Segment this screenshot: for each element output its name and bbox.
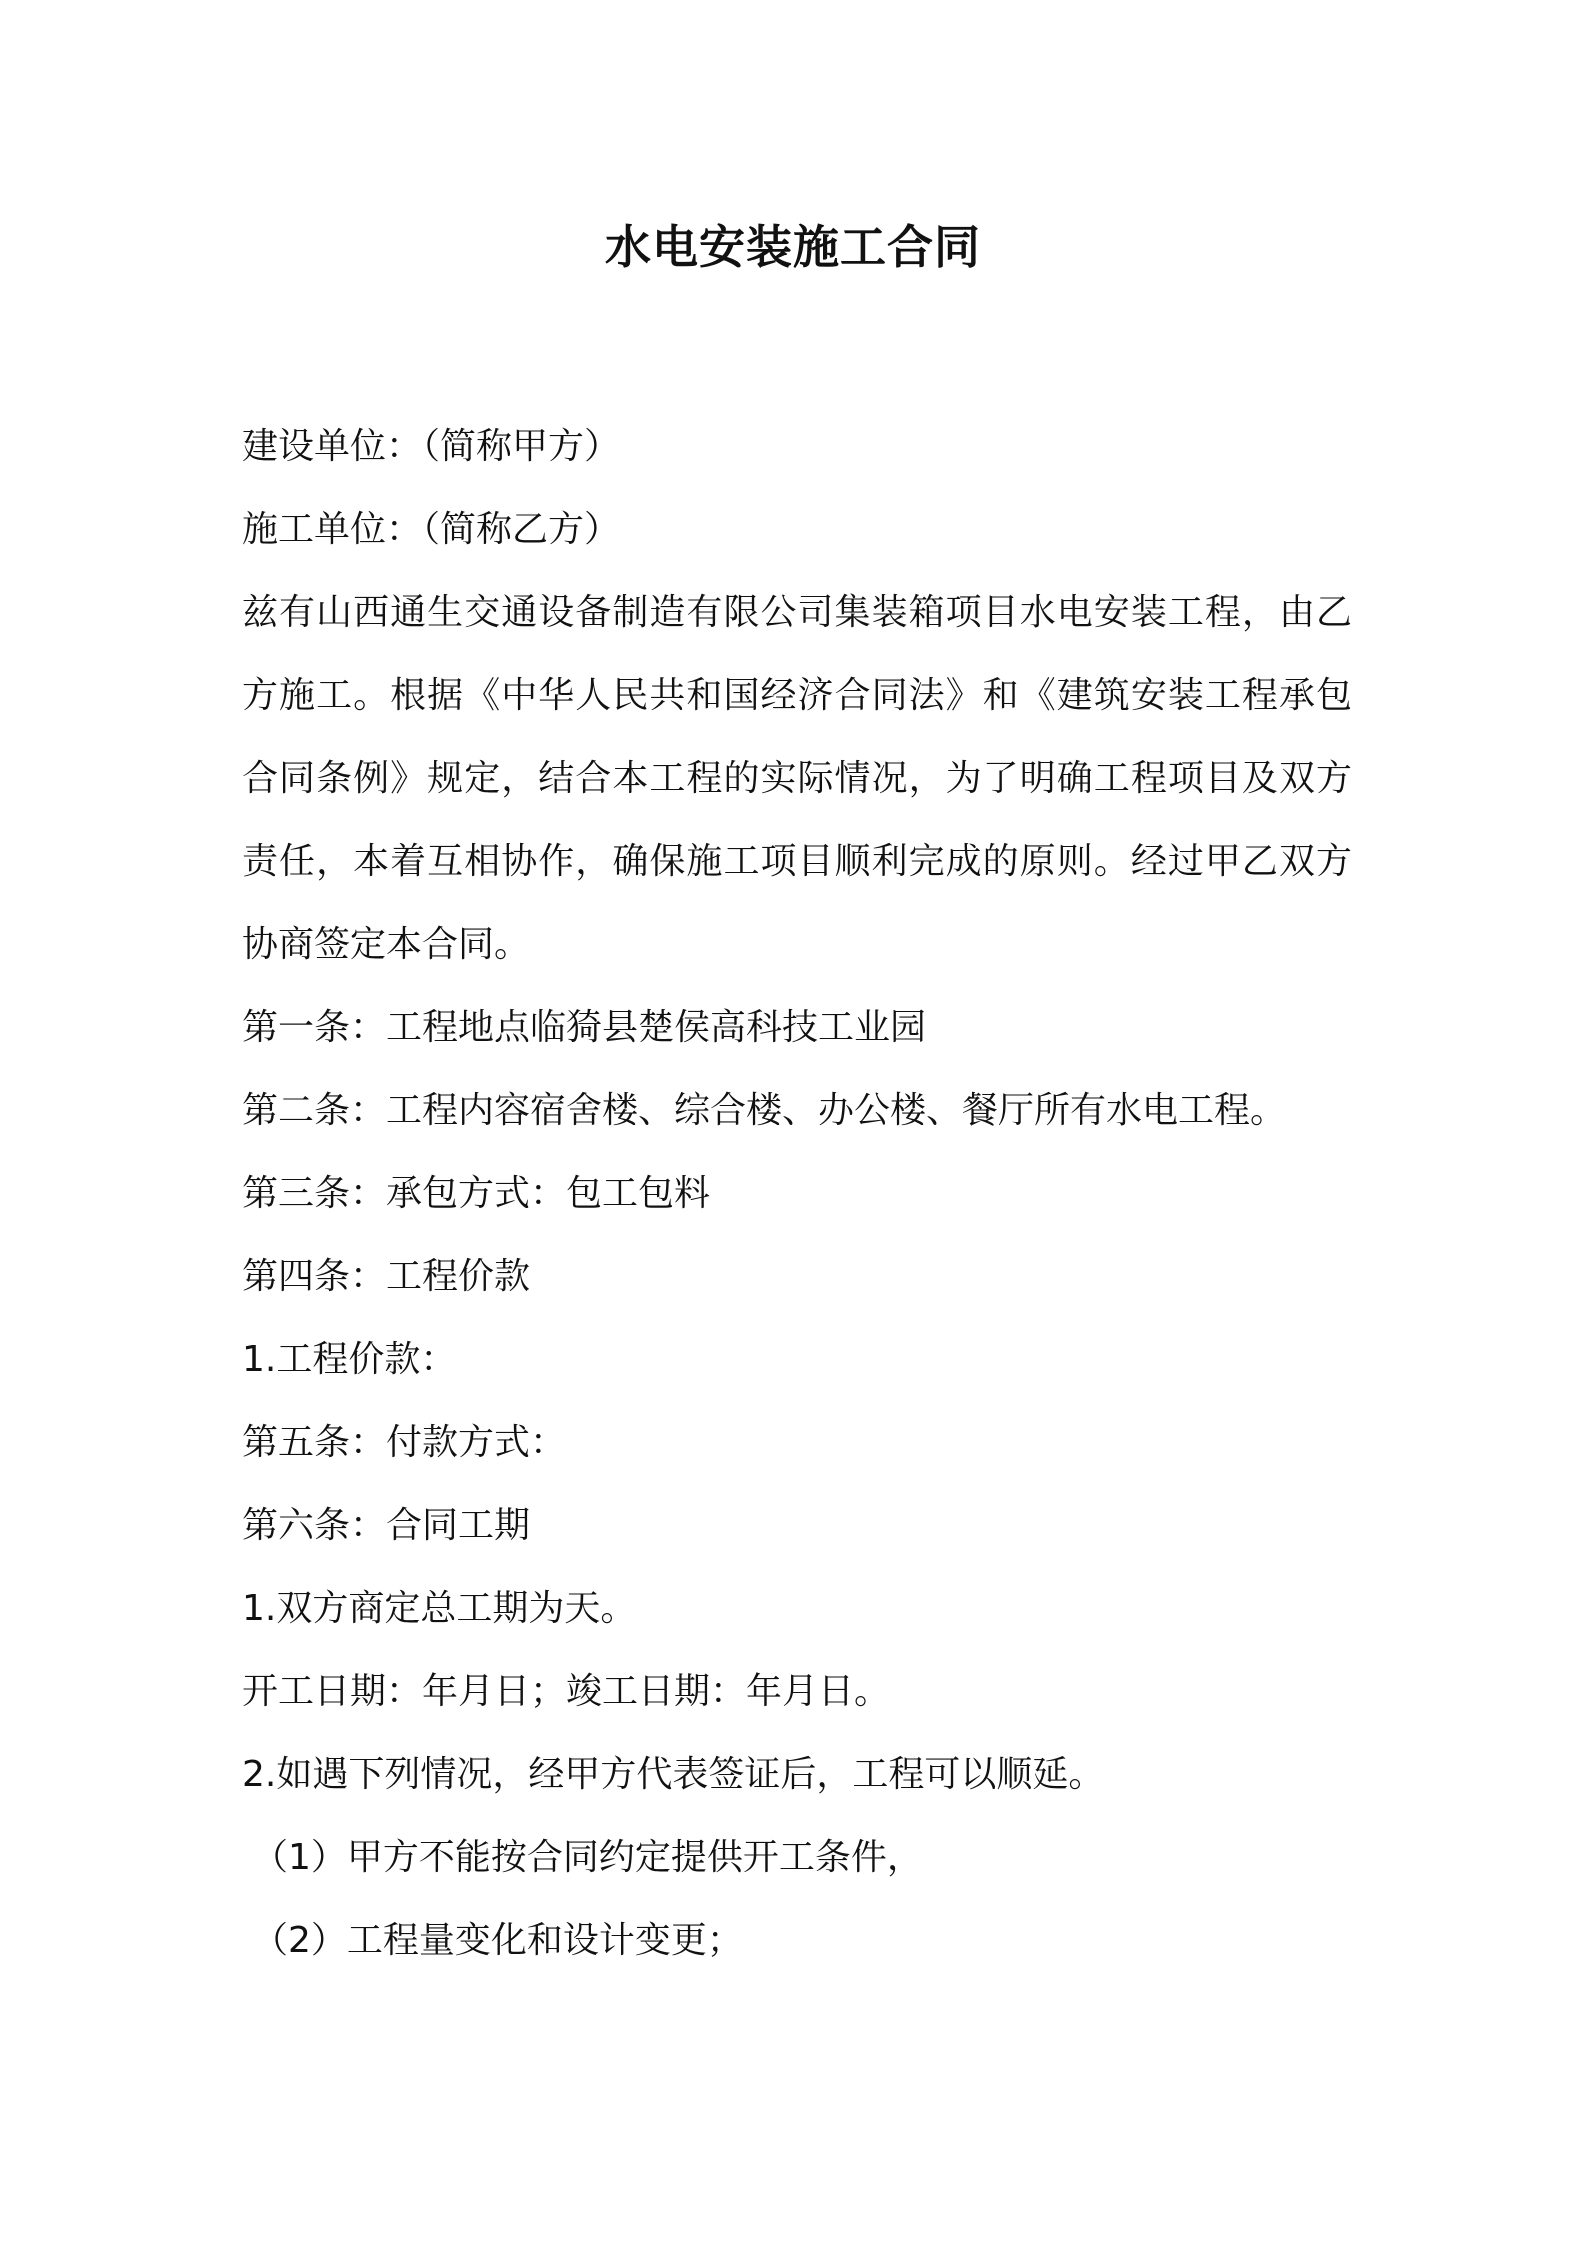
owner-line: 建设单位：（简称甲方） (242, 426, 621, 467)
article-2: 第二条：工程内容宿舍楼、综合楼、办公楼、餐厅所有水电工程。 (242, 1090, 1287, 1131)
sub-item-1: （1）甲方不能按合同约定提供开工条件， (252, 1837, 923, 1878)
article-4-item-1: 1.工程价款： (242, 1339, 457, 1380)
dates-line: 开工日期：年月日；竣工日期：年月日。 (242, 1671, 891, 1712)
article-6-item-2: 2.如遇下列情况，经甲方代表签证后，工程可以顺延。 (242, 1754, 1105, 1795)
article-6: 第六条：合同工期 (242, 1505, 531, 1546)
contractor-line: 施工单位：（简称乙方） (242, 509, 621, 550)
document-body (242, 405, 1352, 1982)
article-4: 第四条：工程价款 (242, 1256, 531, 1297)
article-5: 第五条：付款方式： (242, 1422, 567, 1463)
article-1: 第一条：工程地点临猗县楚侯高科技工业园 (242, 1007, 927, 1048)
document-title: 水电安装施工合同 (605, 220, 981, 274)
sub-item-2: （2）工程量变化和设计变更； (252, 1920, 743, 1961)
intro-paragraph: 兹有山西通生交通设备制造有限公司集装箱项目水电安装工程，由乙方施工。根据《中华人民共和国经济合同法》和《建筑安装工程承包合同条例》规定，结合本工程的实际情况，为了明确工程项目及双方责任，本着互相协作，确保施工项目顺利完成的原则。经过甲乙双方协商签定本合同。 (242, 592, 1352, 965)
article-6-item-1: 1.双方商定总工期为天。 (242, 1588, 637, 1629)
article-3: 第三条：承包方式：包工包料 (242, 1173, 711, 1214)
